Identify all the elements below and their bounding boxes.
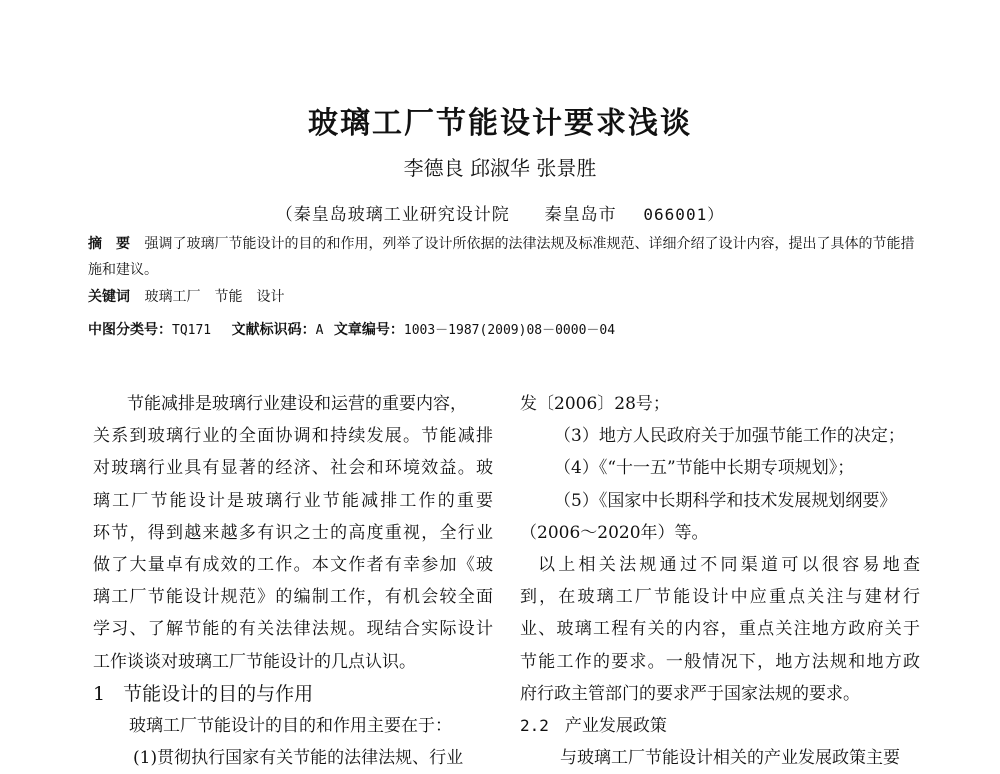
body-line: 以上相关法规通过不同渠道可以很容易地查	[538, 555, 920, 576]
body-line: （3）地方人民政府关于加强节能工作的决定；	[554, 426, 905, 447]
classification-line	[88, 317, 918, 344]
body-line: (1)贯彻执行国家有关节能的法律法规、行业	[133, 748, 464, 769]
body-line: （5）《国家中长期科学和技术发展规划纲要》	[554, 490, 897, 511]
article-no-value: 1003－1987(2009)08－0000－04	[403, 323, 616, 338]
abstract	[88, 231, 918, 283]
body-line: 学习、了解节能的有关法律法规。现结合实际设计	[93, 619, 493, 640]
clc-label: 中图分类号：	[88, 322, 172, 338]
doc-code-label: 文献标识码：	[231, 322, 316, 338]
body-line: 玻璃工厂节能设计的目的和作用主要在于：	[129, 716, 452, 737]
affiliation-city: 秦皇岛市	[544, 205, 617, 225]
affiliation-zip: 066001）	[643, 205, 725, 224]
body-line: 璃工厂节能设计是玻璃行业节能减排工作的重要	[93, 490, 493, 511]
body-line: 发〔2006〕28号；	[520, 394, 670, 414]
doc-code-value: A	[315, 323, 324, 338]
affiliation	[0, 200, 1000, 225]
section-title: 节能设计的目的与作用	[123, 682, 314, 705]
body-line: 业、玻璃工程有关的内容，重点关注地方政府关于	[520, 619, 920, 640]
paper-title: 玻璃工厂节能设计要求浅谈	[308, 106, 692, 141]
author-list: 李德良 邱淑华 张景胜	[403, 156, 597, 180]
body-line: 做了大量卓有成效的工作。本文作者有幸参加《玻	[93, 555, 493, 576]
affiliation-org: （秦皇岛玻璃工业研究设计院	[275, 205, 510, 225]
left-column	[93, 388, 493, 774]
body-line: 工作谈谈对玻璃工厂节能设计的几点认识。	[93, 651, 416, 672]
body-line: 节能工作的要求。一般情况下，地方法规和地方政	[520, 651, 920, 672]
abstract-text: 强调了玻璃厂节能设计的目的和作用，列举了设计所依据的法律法规及标准规范、详细介绍了设计内容，提出了具体的节能措施和建议。	[88, 236, 915, 278]
body-line: 与玻璃工厂节能设计相关的产业发展政策主要	[560, 748, 900, 769]
clc-value: TQ171	[172, 323, 212, 338]
body-line: 节能减排是玻璃行业建设和运营的重要内容，	[127, 394, 467, 414]
abstract-label: 摘 要	[88, 236, 130, 252]
keywords-text: 玻璃工厂 节能 设计	[144, 289, 285, 305]
subsection-number: 2.2	[520, 716, 549, 736]
body-line: 璃工厂节能设计规范》的编制工作，有机会较全面	[93, 587, 493, 608]
keywords	[88, 284, 918, 310]
article-no-label: 文章编号：	[333, 322, 404, 338]
section-number: 1	[93, 682, 106, 705]
body-line: 对玻璃行业具有显著的经济、社会和环境效益。玻	[93, 458, 493, 479]
body-line: （2006～2020年）等。	[520, 522, 709, 543]
subsection-title: 产业发展政策	[564, 716, 667, 737]
keywords-label: 关键词	[88, 289, 130, 305]
section-heading	[93, 678, 493, 710]
body-line: 环节，得到越来越多有识之士的高度重视，全行业	[93, 522, 493, 543]
right-column	[520, 388, 920, 774]
body-line: （4）《“十一五”节能中长期专项规划》；	[554, 458, 855, 479]
body-line: 关系到玻璃行业的全面协调和持续发展。节能减排	[93, 426, 493, 447]
body-line: 到，在玻璃工厂节能设计中应重点关注与建材行	[520, 587, 920, 608]
body-line: 府行政主管部门的要求严于国家法规的要求。	[520, 683, 860, 704]
subsection-heading	[520, 710, 920, 742]
